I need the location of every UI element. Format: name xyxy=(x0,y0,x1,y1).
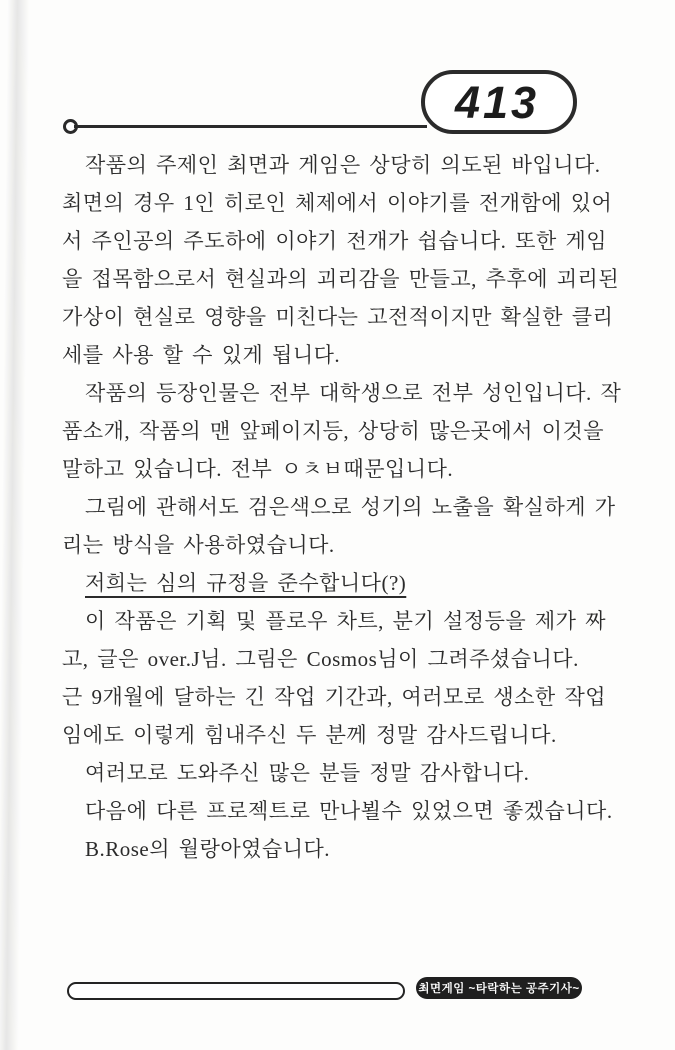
text-line: 작품의 등장인물은 전부 대학생으로 전부 성인입니다. 작 xyxy=(85,381,622,405)
text-line: 작품의 주제인 최면과 게임은 상당히 의도된 바입니다. xyxy=(85,153,601,177)
header-rule xyxy=(74,125,427,128)
text-line: 품소개, 작품의 맨 앞페이지등, 상당히 많은곳에서 이것을 xyxy=(62,419,605,443)
footer-rule xyxy=(67,982,405,1000)
text-line: 리는 방식을 사용하였습니다. xyxy=(62,533,335,557)
text-line: 을 접목함으로서 현실과의 괴리감을 만들고, 추후에 괴리된 xyxy=(62,267,620,291)
footer-title-badge xyxy=(416,977,582,999)
text-line: 세를 사용 할 수 있게 됩니다. xyxy=(62,343,341,367)
text-line: 이 작품은 기획 및 플로우 차트, 분기 설정등을 제가 짜 xyxy=(85,609,607,633)
text-line: 서 주인공의 주도하에 이야기 전개가 쉽습니다. 또한 게임 xyxy=(62,229,608,253)
text-line: B.Rose의 월랑아였습니다. xyxy=(85,837,331,861)
footer-title: 최면게임 ~타락하는 공주기사~ xyxy=(418,983,580,995)
text-line: 말하고 있습니다. 전부 ㅇㅊㅂ때문입니다. xyxy=(62,457,454,481)
text-line: 저희는 심의 규정을 준수합니다(?) xyxy=(85,571,407,595)
text-line: 근 9개월에 달하는 긴 작업 기간과, 여러모로 생소한 작업 xyxy=(62,685,607,709)
text-line: 여러모로 도와주신 많은 분들 정말 감사합니다. xyxy=(85,761,530,785)
text-line: 고, 글은 over.J님. 그림은 Cosmos님이 그려주셨습니다. xyxy=(62,647,579,671)
afterword-text xyxy=(62,146,622,868)
text-line: 임에도 이렇게 힘내주신 두 분께 정말 감사드립니다. xyxy=(62,723,557,747)
text-line: 최면의 경우 1인 히로인 체제에서 이야기를 전개함에 있어 xyxy=(62,191,613,215)
text-line: 다음에 다른 프로젝트로 만나뵐수 있었으면 좋겠습니다. xyxy=(85,799,613,823)
page-gutter-shadow xyxy=(0,0,30,1050)
text-line: 가상이 현실로 영향을 미친다는 고전적이지만 확실한 클리 xyxy=(62,305,614,329)
page-number: 413 xyxy=(454,76,540,128)
page-number-badge xyxy=(421,70,577,134)
text-line: 그림에 관해서도 검은색으로 성기의 노출을 확실하게 가 xyxy=(85,495,616,519)
